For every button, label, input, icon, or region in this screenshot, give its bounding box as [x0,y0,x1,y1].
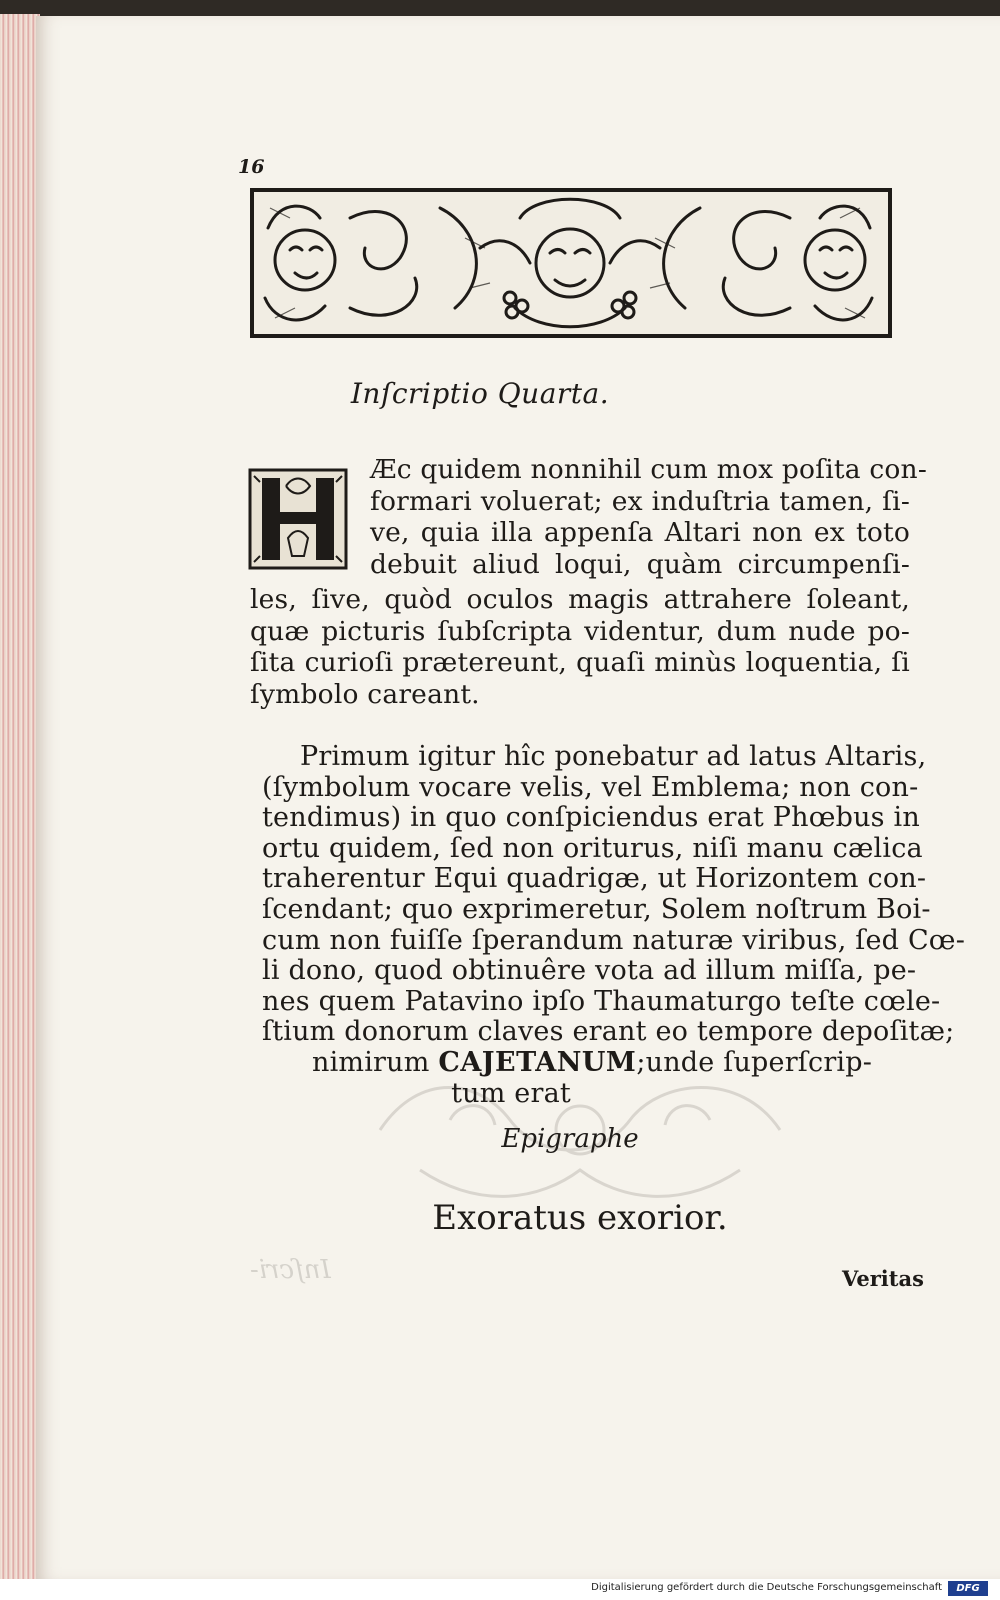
text-line: (ſymbolum vocare velis, vel Emblema; non con- [262,771,919,803]
headpiece-ornament [250,188,892,338]
text-line: debuit aliud loqui, quàm circumpenſi- [370,548,910,580]
section-heading: Inſcriptio Quarta. [350,377,610,410]
dfg-logo: DFG [948,1581,988,1596]
text-line: ſtium donorum claves erant eo tempore depoſitæ; [262,1016,955,1048]
digitization-credit: Digitalisierung gefördert durch die Deutsche Forschungsgemeinschaft [591,1582,942,1593]
text-line: ſcendant; quo exprimeretur, Solem noſtrum Boi- [262,893,931,925]
text-line: ve, quia illa appenſa Altari non ex toto [370,517,910,548]
text-line: Primum igitur hîc ponebatur ad latus Altaris, [300,741,927,772]
bleed-through-text: Inſcri- [250,1255,331,1285]
text-span: ;unde ſuperſcrip- [636,1046,873,1078]
page-stack-edge [0,14,40,1579]
paragraph-1-continued [250,584,910,710]
text-line: tum erat [451,1077,571,1109]
text-line: ſymbolo careant. [250,678,480,710]
text-line: traherentur Equi quadrigæ, ut Horizontem con- [262,863,927,895]
text-line: ortu quidem, ſed non oriturus, niſi manu cælica [262,832,923,864]
text-line: quæ picturis ſubſcripta videntur, dum nude po- [250,615,910,647]
text-line: tendimus) in quo conſpiciendus erat Phœbus in [262,802,920,834]
text-line: nes quem Patavino ipſo Thaumaturgo teſte cœle- [262,985,941,1017]
page-number: 16 [238,156,265,178]
text-span: nimirum [312,1046,439,1078]
paragraph-1-opening [370,454,927,580]
scan-background-top [0,0,1000,16]
catchword: Veritas [842,1266,924,1291]
paragraph-2 [262,741,966,1109]
text-line: Æc quidem nonnihil cum mox poſita con- [370,454,927,485]
text-line: formari voluerat; ex induſtria tamen, ſi- [370,485,910,517]
name-cajetanum: CAJETANUM [438,1046,637,1078]
text-line: ſita curioſi prætereunt, quaſi minùs loquentia, ſi [250,647,910,678]
text-line-nimirum [262,1048,910,1079]
text-line: li dono, quod obtinuêre vota ad illum miſſa, pe- [262,955,917,987]
motto: Exoratus exorior. [432,1198,728,1238]
text-line: cum non fuiſſe ſperandum naturæ viribus, ſed Cœ- [262,924,966,956]
footer-bar [0,1579,1000,1600]
text-line: les, ſive, quòd oculos magis attrahere ſoleant, [250,584,910,615]
epigraphe-label: Epigraphe [501,1124,639,1154]
decorated-initial-h [248,468,348,570]
